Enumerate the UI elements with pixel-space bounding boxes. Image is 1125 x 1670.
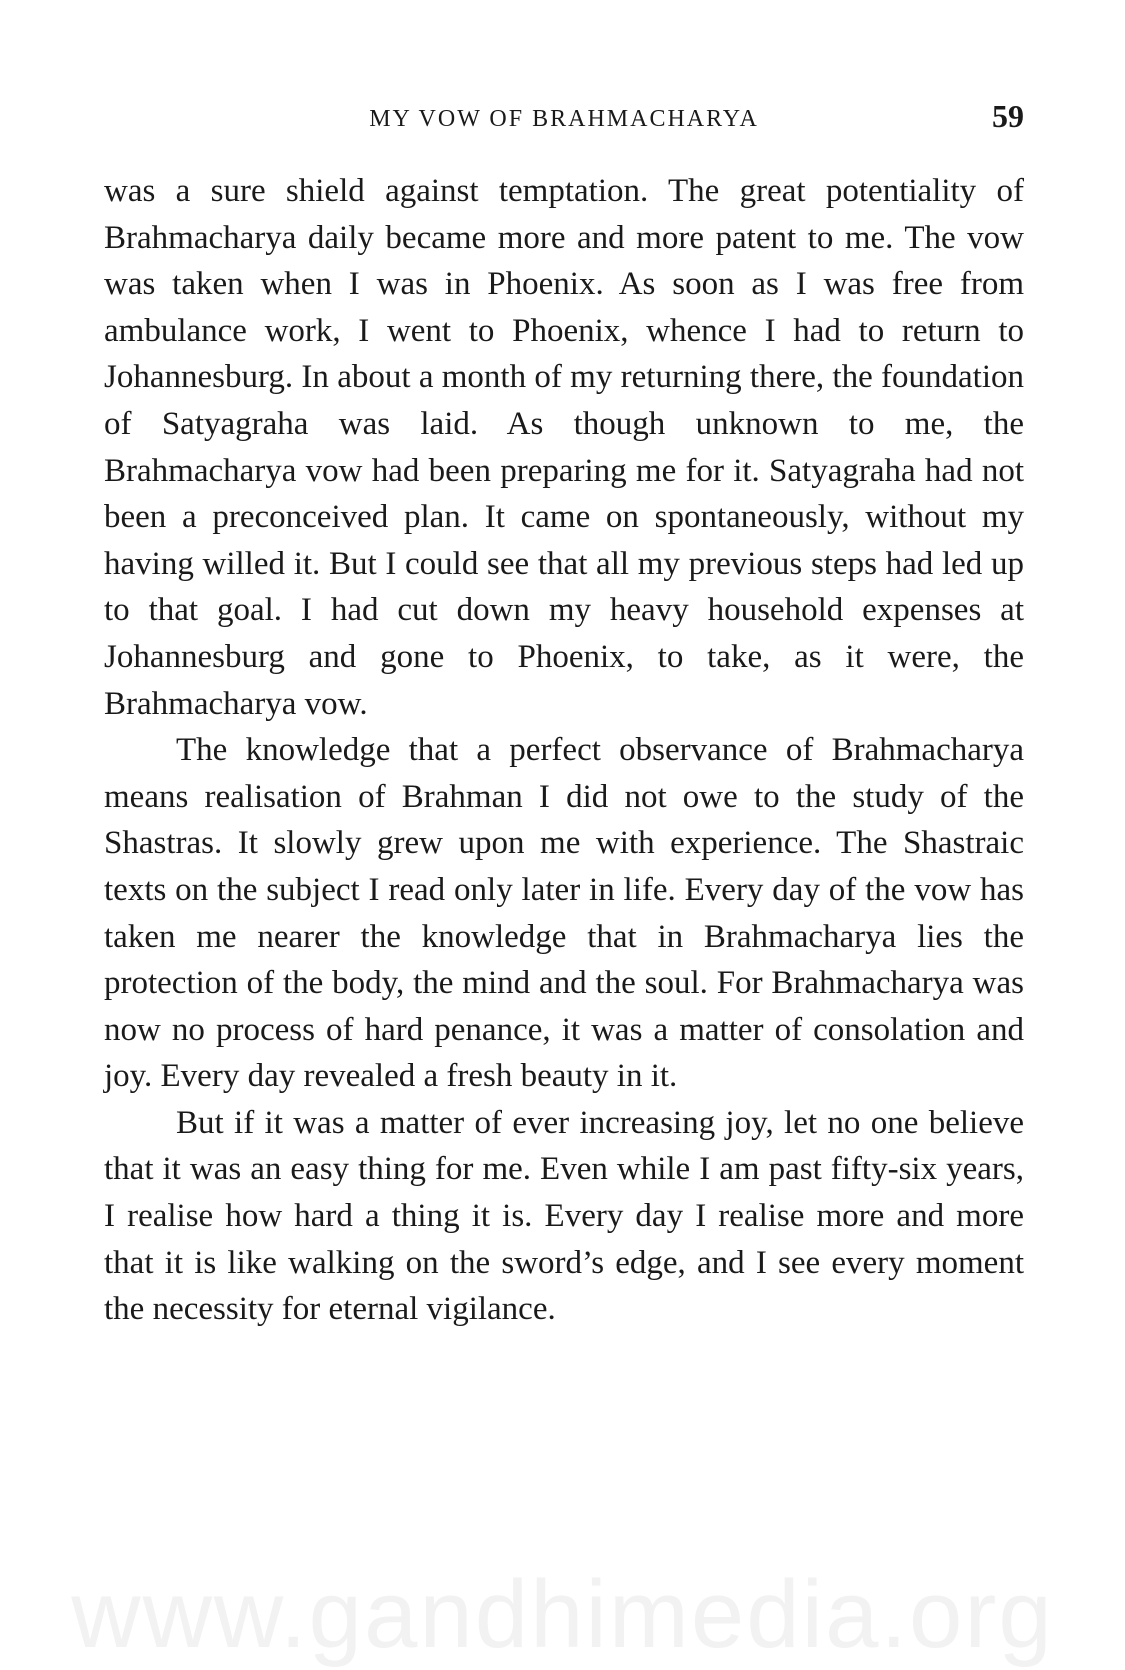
paragraph: The knowledge that a perfect observance of Brahmacharya means realisation of Brahman I did not owe to the study of the Shastras. It slowly grew upon me with experience. The Shastraic texts on the subject I read only later in life. Every day of the vow has taken me nearer the knowledge that in Brahmacharya lies the protection of the body, the mind and the soul. For Brahmacharya was now no process of hard penance, it was a matter of consolation and joy. Every day revealed a fresh beauty in it. bbox=[104, 732, 1024, 1095]
paragraph: But if it was a matter of ever increasing joy, let no one believe that it was an easy thing for me. Even while I am past fifty-six years, I realise how hard a thing it is. Every day I realise more and more that it is like walking on the sword’s edge, and I see every moment the necessity for eternal vigilance. bbox=[104, 1104, 1024, 1328]
running-title: MY VOW OF BRAHMACHARYA bbox=[369, 106, 759, 132]
watermark: www.gandhimedia.org bbox=[71, 1561, 1054, 1668]
paragraph-continued: was a sure shield against temptation. The great potentiality of Brahmacharya daily became more and more patent to me. The vow was taken when I was in Phoenix. As soon as I was free from ambulance work, I went to Phoenix, whence I had to return to Johannesburg. In about a month of my returning there, the foundation of Satyagraha was laid. As though unknown to me, the Brahmacharya vow had been preparing me for it. Satyagraha had not been a preconceived plan. It came on spontaneously, without my having willed it. But I could see that all my previous steps had led up to that goal. I had cut down my heavy household expenses at Johannesburg and gone to Phoenix, to take, as it were, the Brahmacharya vow. bbox=[104, 173, 1024, 722]
running-head bbox=[104, 98, 1024, 142]
body-text bbox=[104, 168, 1024, 1333]
page-number: 59 bbox=[992, 98, 1024, 134]
